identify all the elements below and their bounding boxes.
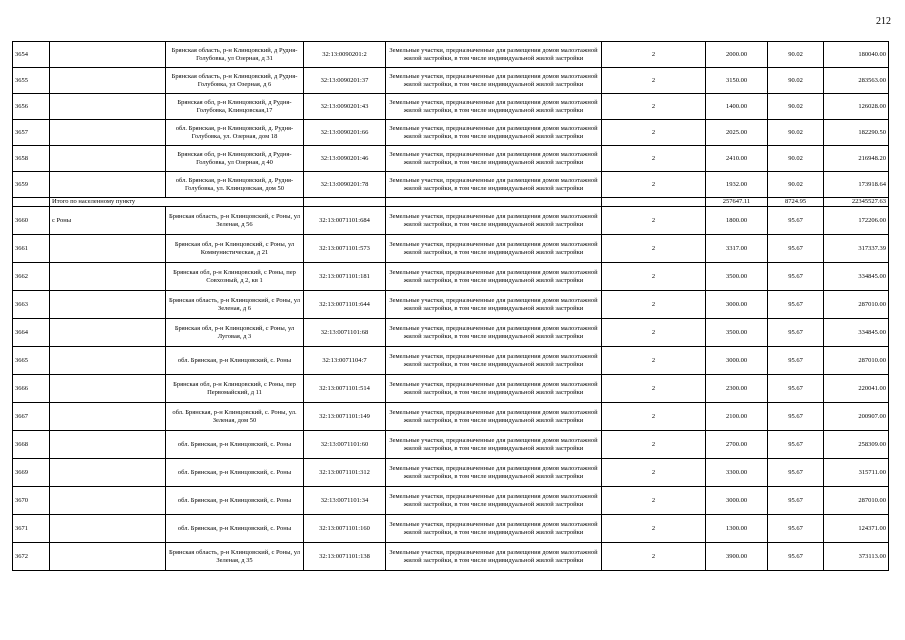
settlement-cell [50,515,166,543]
table-row [13,172,889,198]
group-number: 2 [602,172,706,198]
group-number: 2 [602,68,706,94]
cadastral-value: 287010.00 [824,347,889,375]
land-type: Земельные участки, предназначенные для размещения домов малоэтажной жилой застройки, в том числе индивидуальной жилой застройки [386,94,602,120]
table-row [13,207,889,235]
rate-cell: 95.67 [768,431,824,459]
cadastral-value: 216948.20 [824,146,889,172]
page-number: 212 [876,16,891,27]
address-cell: Брянская область, р-н Клинцовский, с Роны, ул Зеленая, д 56 [166,207,304,235]
rate-cell: 95.67 [768,235,824,263]
rate-cell: 95.67 [768,375,824,403]
settlement-cell [50,459,166,487]
land-type: Земельные участки, предназначенные для размещения домов малоэтажной жилой застройки, в том числе индивидуальной жилой застройки [386,263,602,291]
cadastral-number: 32:13:0071101:181 [304,263,386,291]
settlement-name: с Роны [50,207,166,235]
land-type: Земельные участки, предназначенные для размещения домов малоэтажной жилой застройки, в том числе индивидуальной жилой застройки [386,68,602,94]
settlement-cell [50,291,166,319]
group-number: 2 [602,235,706,263]
cadastral-value: 334845.00 [824,319,889,347]
row-number: 3656 [13,94,50,120]
land-type: Земельные участки, предназначенные для размещения домов малоэтажной жилой застройки, в том числе индивидуальной жилой застройки [386,459,602,487]
address-cell: Брянская область, р-н Клинцовский, д Рудня-Голубовка, ул Озерная, д 6 [166,68,304,94]
rate-cell: 90.02 [768,94,824,120]
address-cell: Брянская обл, р-н Клинцовский, с Роны, пер Совхозный, д 2, кв 1 [166,263,304,291]
group-number: 2 [602,94,706,120]
cadastral-value: 182290.50 [824,120,889,146]
cadastral-value: 124371.00 [824,515,889,543]
address-cell: Брянская область, р-н Клинцовский, с Роны, ул Зеленая, д 6 [166,291,304,319]
group-number: 2 [602,403,706,431]
cadastral-number: 32:13:0071101:573 [304,235,386,263]
settlement-cell [50,487,166,515]
cadastral-number: 32:13:0071101:644 [304,291,386,319]
cadastral-number: 32:13:0071101:68 [304,319,386,347]
cadastral-number: 32:13:0071101:684 [304,207,386,235]
group-number: 2 [602,375,706,403]
land-type: Земельные участки, предназначенные для размещения домов малоэтажной жилой застройки, в том числе индивидуальной жилой застройки [386,347,602,375]
land-type: Земельные участки, предназначенные для размещения домов малоэтажной жилой застройки, в том числе индивидуальной жилой застройки [386,146,602,172]
area-cell: 3000.00 [706,487,768,515]
address-cell: обл. Брянская, р-н Клинцовский, с. Роны, ул. Зеленая, дом 50 [166,403,304,431]
settlement-cell [50,347,166,375]
rate-cell: 95.67 [768,263,824,291]
area-cell: 3150.00 [706,68,768,94]
cadastral-number: 32:13:0071101:160 [304,515,386,543]
rate-cell: 95.67 [768,543,824,571]
cadastral-number: 32:13:0071101:514 [304,375,386,403]
settlement-cell [50,235,166,263]
table-row [13,543,889,571]
land-type: Земельные участки, предназначенные для размещения домов малоэтажной жилой застройки, в том числе индивидуальной жилой застройки [386,291,602,319]
row-number: 3654 [13,42,50,68]
cadastral-value: 180040.00 [824,42,889,68]
area-cell: 2000.00 [706,42,768,68]
group-number: 2 [602,263,706,291]
cadastral-number: 32:13:0090201:66 [304,120,386,146]
table-row [13,487,889,515]
cadastral-value: 173918.64 [824,172,889,198]
address-cell: обл. Брянская, р-н Клинцовский, д. Рудня-Голубовка, ул. Клинцовская, дом 50 [166,172,304,198]
cadastral-number: 32:13:0090201:2 [304,42,386,68]
row-number: 3665 [13,347,50,375]
area-cell: 3000.00 [706,347,768,375]
cadastral-number: 32:13:0090201:37 [304,68,386,94]
settlement-cell [50,319,166,347]
row-number: 3669 [13,459,50,487]
land-type: Земельные участки, предназначенные для размещения домов малоэтажной жилой застройки, в том числе индивидуальной жилой застройки [386,172,602,198]
area-cell: 1932.00 [706,172,768,198]
total-value: 22345527.63 [824,198,889,207]
table-row [13,146,889,172]
rate-cell: 90.02 [768,120,824,146]
cadastral-number: 32:13:0090201:43 [304,94,386,120]
total-label: Итого по населенному пункту [50,198,304,207]
table-row [13,319,889,347]
rows-rony [13,207,889,571]
rate-cell: 95.67 [768,319,824,347]
total-rate: 8724.95 [768,198,824,207]
address-cell: Брянская обл, р-н Клинцовский, с Роны, ул Луговая, д 3 [166,319,304,347]
address-cell: Брянская обл, р-н Клинцовский, д Рудня-Голубовка, Клинцовская,17 [166,94,304,120]
area-cell: 2700.00 [706,431,768,459]
group-number: 2 [602,319,706,347]
settlement-cell [50,120,166,146]
table-row [13,263,889,291]
address-cell: Брянская область, р-н Клинцовский, с Роны, ул Зеленая, д 35 [166,543,304,571]
group-number: 2 [602,207,706,235]
address-cell: обл. Брянская, р-н Клинцовский, с. Роны [166,431,304,459]
land-type: Земельные участки, предназначенные для размещения домов малоэтажной жилой застройки, в том числе индивидуальной жилой застройки [386,207,602,235]
settlement-cell [50,172,166,198]
total-area: 257647.11 [706,198,768,207]
table-row [13,68,889,94]
table-row [13,94,889,120]
rate-cell: 95.67 [768,291,824,319]
rate-cell: 95.67 [768,515,824,543]
area-cell: 2410.00 [706,146,768,172]
settlement-cell [50,543,166,571]
land-type: Земельные участки, предназначенные для размещения домов малоэтажной жилой застройки, в том числе индивидуальной жилой застройки [386,319,602,347]
land-type: Земельные участки, предназначенные для размещения домов малоэтажной жилой застройки, в том числе индивидуальной жилой застройки [386,403,602,431]
rate-cell: 90.02 [768,146,824,172]
row-number: 3662 [13,263,50,291]
row-number: 3663 [13,291,50,319]
address-cell: Брянская обл, р-н Клинцовский, с Роны, ул Коммунистическая, д 21 [166,235,304,263]
cadastral-value: 373113.00 [824,543,889,571]
area-cell: 3317.00 [706,235,768,263]
cadastral-value: 283563.00 [824,68,889,94]
table-row [13,515,889,543]
area-cell: 2025.00 [706,120,768,146]
settlement-cell [50,375,166,403]
row-number: 3658 [13,146,50,172]
table-row [13,347,889,375]
cadastral-value: 287010.00 [824,291,889,319]
group-number: 2 [602,120,706,146]
cadastral-number: 32:13:0071104:7 [304,347,386,375]
land-type: Земельные участки, предназначенные для размещения домов малоэтажной жилой застройки, в том числе индивидуальной жилой застройки [386,515,602,543]
address-cell: Брянская область, р-н Клинцовский, д Рудня-Голубовка, ул Озерная, д 31 [166,42,304,68]
land-type: Земельные участки, предназначенные для размещения домов малоэтажной жилой застройки, в том числе индивидуальной жилой застройки [386,487,602,515]
land-type: Земельные участки, предназначенные для размещения домов малоэтажной жилой застройки, в том числе индивидуальной жилой застройки [386,431,602,459]
settlement-cell [50,431,166,459]
cadastral-value: 126028.00 [824,94,889,120]
table-row [13,375,889,403]
group-number: 2 [602,459,706,487]
area-cell: 1300.00 [706,515,768,543]
cadastral-value: 172206.00 [824,207,889,235]
cadastral-number: 32:13:0071101:138 [304,543,386,571]
address-cell: Брянская обл, р-н Клинцовский, с Роны, пер Первомайский, д 11 [166,375,304,403]
address-cell: обл. Брянская, р-н Клинцовский, с. Роны [166,459,304,487]
address-cell: обл. Брянская, р-н Клинцовский, с. Роны [166,347,304,375]
cadastral-value: 200907.00 [824,403,889,431]
row-number: 3657 [13,120,50,146]
row-number: 3655 [13,68,50,94]
address-cell: обл. Брянская, р-н Клинцовский, д. Рудня-Голубовка, ул. Озерная, дом 18 [166,120,304,146]
settlement-cell [50,42,166,68]
group-number: 2 [602,431,706,459]
rate-cell: 95.67 [768,347,824,375]
settlement-cell [50,94,166,120]
cadastral-number: 32:13:0090201:46 [304,146,386,172]
row-number: 3670 [13,487,50,515]
cadastral-value: 258309.00 [824,431,889,459]
cadastral-value: 220041.00 [824,375,889,403]
address-cell: Брянская обл, р-н Клинцовский, д Рудня-Голубовка, ул Озерная, д 40 [166,146,304,172]
area-cell: 3000.00 [706,291,768,319]
settlement-cell [50,146,166,172]
rows-rudnya-golubovka [13,42,889,198]
total-row [13,198,889,207]
table-row [13,291,889,319]
row-number: 3672 [13,543,50,571]
cadastral-number: 32:13:0071101:34 [304,487,386,515]
rate-cell: 90.02 [768,172,824,198]
row-number: 3661 [13,235,50,263]
rate-cell: 90.02 [768,68,824,94]
table-row [13,459,889,487]
cadastral-number: 32:13:0071101:60 [304,431,386,459]
area-cell: 2300.00 [706,375,768,403]
land-type: Земельные участки, предназначенные для размещения домов малоэтажной жилой застройки, в том числе индивидуальной жилой застройки [386,375,602,403]
row-number: 3659 [13,172,50,198]
area-cell: 3900.00 [706,543,768,571]
table-row [13,42,889,68]
row-number: 3671 [13,515,50,543]
land-type: Земельные участки, предназначенные для размещения домов малоэтажной жилой застройки, в том числе индивидуальной жилой застройки [386,543,602,571]
cadastral-number: 32:13:0071101:149 [304,403,386,431]
rate-cell: 95.67 [768,207,824,235]
area-cell: 3500.00 [706,263,768,291]
cadastral-value: 334845.00 [824,263,889,291]
row-number: 3667 [13,403,50,431]
area-cell: 3300.00 [706,459,768,487]
land-registry-table [12,41,889,571]
cadastral-value: 287010.00 [824,487,889,515]
rate-cell: 95.67 [768,487,824,515]
rate-cell: 90.02 [768,42,824,68]
row-number: 3668 [13,431,50,459]
address-cell: обл. Брянская, р-н Клинцовский, с. Роны [166,515,304,543]
cadastral-value: 317337.39 [824,235,889,263]
settlement-cell [50,263,166,291]
address-cell: обл. Брянская, р-н Клинцовский, с. Роны [166,487,304,515]
row-number: 3666 [13,375,50,403]
area-cell: 3500.00 [706,319,768,347]
settlement-cell [50,403,166,431]
group-number: 2 [602,487,706,515]
table-row [13,431,889,459]
row-number: 3660 [13,207,50,235]
cadastral-value: 315711.00 [824,459,889,487]
land-type: Земельные участки, предназначенные для размещения домов малоэтажной жилой застройки, в том числе индивидуальной жилой застройки [386,42,602,68]
settlement-total [13,198,889,207]
group-number: 2 [602,42,706,68]
rate-cell: 95.67 [768,403,824,431]
rate-cell: 95.67 [768,459,824,487]
group-number: 2 [602,543,706,571]
area-cell: 2100.00 [706,403,768,431]
group-number: 2 [602,291,706,319]
area-cell: 1400.00 [706,94,768,120]
table-row [13,235,889,263]
cadastral-number: 32:13:0090201:78 [304,172,386,198]
group-number: 2 [602,347,706,375]
table-row [13,120,889,146]
row-number: 3664 [13,319,50,347]
area-cell: 1800.00 [706,207,768,235]
group-number: 2 [602,515,706,543]
land-type: Земельные участки, предназначенные для размещения домов малоэтажной жилой застройки, в том числе индивидуальной жилой застройки [386,235,602,263]
group-number: 2 [602,146,706,172]
settlement-cell [50,68,166,94]
land-type: Земельные участки, предназначенные для размещения домов малоэтажной жилой застройки, в том числе индивидуальной жилой застройки [386,120,602,146]
table-row [13,403,889,431]
cadastral-number: 32:13:0071101:312 [304,459,386,487]
